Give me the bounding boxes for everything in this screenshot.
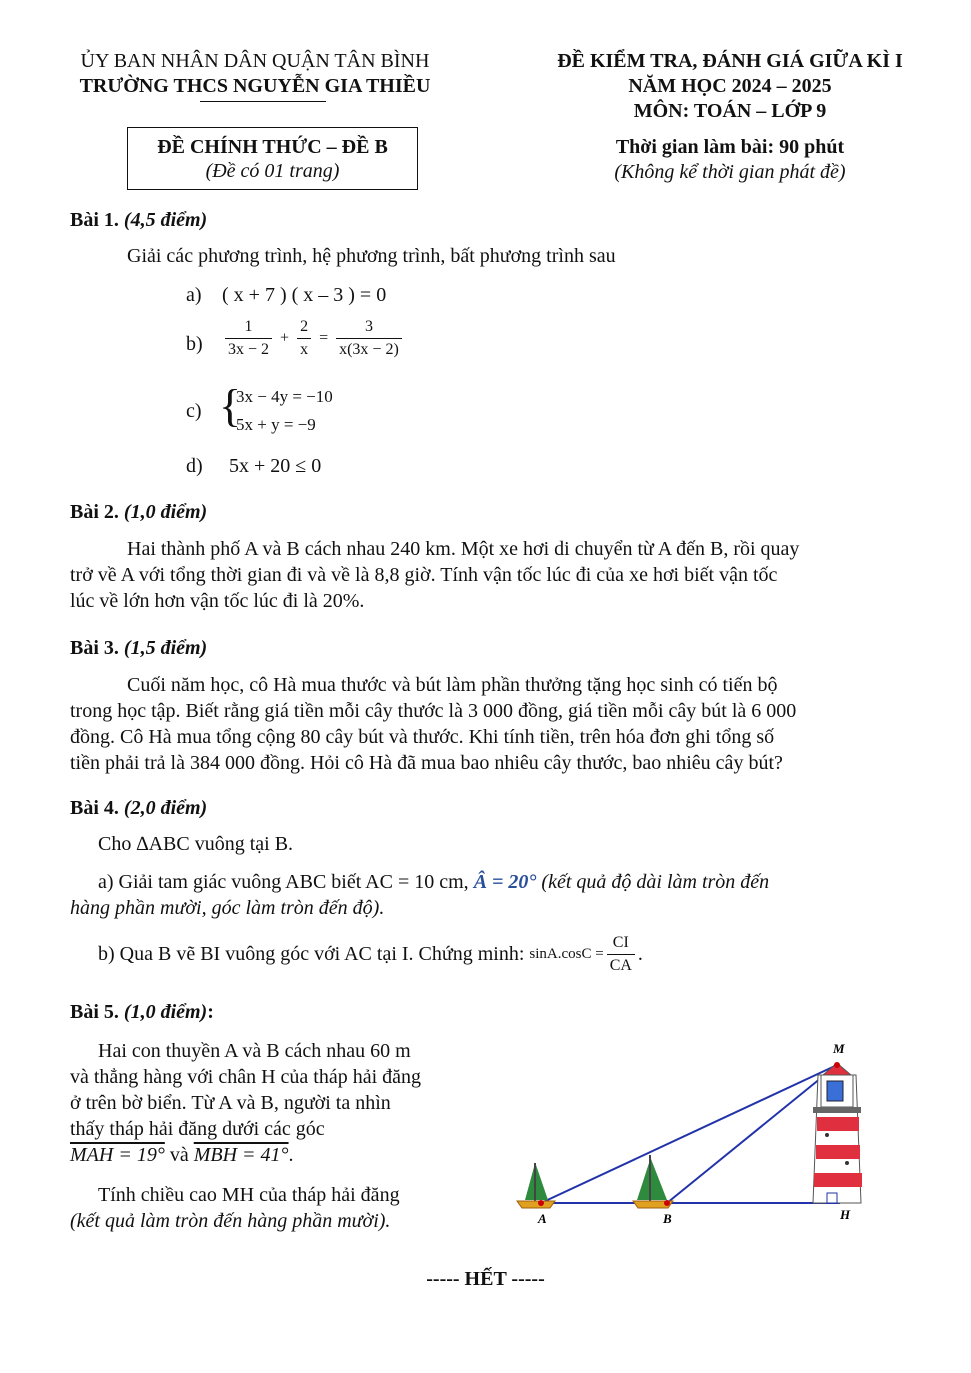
sight-line-b: [667, 1065, 837, 1203]
fraction-2: $\frac{2}{x}$: [297, 318, 311, 359]
bai2-line-1: Hai thành phố A và B cách nhau 240 km. Một xe hơi di chuyển từ A đến B, rồi quay: [127, 538, 800, 560]
lighthouse-figure: [505, 1035, 875, 1230]
sight-line-a: [541, 1065, 837, 1203]
bai1-d-label: d): [186, 455, 203, 477]
system-brace: {: [219, 380, 242, 431]
end-marker: ----- HẾT -----: [426, 1268, 545, 1290]
bai4-intro: Cho ∆ABC vuông tại B.: [98, 833, 294, 855]
exam-duration: Thời gian làm bài: 90 phút: [615, 136, 845, 158]
ci-ca-fraction: $\frac{CI}{CA}$: [607, 934, 635, 975]
bai2-line-3: lúc về lớn hơn vận tốc lúc đi là 20%.: [70, 590, 365, 612]
angle-mah: MAH = 19°: [70, 1144, 165, 1166]
subject: MÔN: TOÁN – LỚP 9: [633, 100, 827, 122]
lighthouse: [813, 1063, 862, 1203]
bai2-heading: Bài 2. (1,0 điểm): [70, 501, 208, 523]
bai1-b-label: b): [186, 333, 203, 355]
label-b: B: [663, 1211, 672, 1226]
official-title: ĐỀ CHÍNH THỨC – ĐỀ B: [157, 136, 388, 158]
bai4-heading: Bài 4. (2,0 điểm): [70, 797, 208, 819]
bai5-line-2: và thẳng hàng với chân H của tháp hải đăng: [70, 1066, 422, 1088]
point-b: [664, 1200, 670, 1206]
point-m: [834, 1062, 840, 1068]
angle-mbh: MBH = 41°: [193, 1144, 289, 1166]
bai3-line-4: tiền phải trả là 384 000 đồng. Hỏi cô Hà đã mua bao nhiêu cây thước, bao nhiêu cây bút?: [70, 752, 783, 774]
duration-note: (Không kể thời gian phát đề): [614, 161, 846, 183]
bai3-line-3: đồng. Cô Hà mua tổng cộng 80 cây bút và thước. Khi tính tiền, trên hóa đơn ghi tổng số: [70, 726, 775, 748]
angle-a-value: Â = 20°: [473, 871, 537, 893]
bai2-line-2: trở về A với tổng thời gian đi và về là 8,8 giờ. Tính vận tốc lúc đi của xe hơi biết vận tốc: [70, 564, 778, 586]
bai1-heading: Bài 1. (4,5 điểm): [70, 209, 208, 231]
bai1-intro: Giải các phương trình, hệ phương trình, bất phương trình sau: [127, 245, 616, 267]
label-m: M: [833, 1041, 845, 1056]
system-eq-1: 3x − 4y = −10: [236, 387, 333, 406]
bai1-c-label: c): [186, 400, 202, 422]
bai5-line-3: ở trên bờ biển. Từ A và B, người ta nhìn: [70, 1092, 391, 1114]
fraction-3: $\frac{3}{x(3x - 2)}$: [336, 318, 402, 359]
official-box: [127, 127, 418, 190]
bai5-line-1: Hai con thuyền A và B cách nhau 60 m: [98, 1040, 411, 1062]
school-name: TRƯỜNG THCS NGUYỄN GIA THIỀU: [79, 75, 431, 97]
bai1-a-equation: ( x + 7 ) ( x – 3 ) = 0: [222, 284, 387, 306]
bai1-a-label: a): [186, 284, 202, 306]
school-underline: [200, 101, 326, 102]
bai5-line-5: Tính chiều cao MH của tháp hải đăng: [98, 1184, 400, 1206]
exam-title: ĐỀ KIỂM TRA, ĐÁNH GIÁ GIỮA KÌ I: [557, 50, 903, 72]
label-h: H: [840, 1207, 851, 1222]
department-name: ỦY BAN NHÂN DÂN QUẬN TÂN BÌNH: [80, 50, 430, 72]
fraction-1: $\frac{1}{3x - 2}$: [225, 318, 272, 359]
label-a: A: [538, 1211, 547, 1226]
bai5-line-6: (kết quả làm tròn đến hàng phần mười).: [70, 1210, 391, 1232]
school-year: NĂM HỌC 2024 – 2025: [628, 75, 832, 97]
system-eq-2: 5x + y = −9: [236, 415, 316, 434]
bai3-heading: Bài 3. (1,5 điểm): [70, 637, 208, 659]
bai4-a-line-2: hàng phần mười, góc làm tròn đến độ).: [70, 897, 385, 919]
bai5-heading: Bài 5. (1,0 điểm):: [70, 1001, 214, 1023]
bai4-a-line-1: a) Giải tam giác vuông ABC biết AC = 10 cm, Â = 20° (kết quả độ dài làm tròn đến: [98, 871, 770, 893]
bai4-b-line: b) Qua B vẽ BI vuông góc với AC tại I. Chứng minh: sinA.cosC = $\frac{CI}{CA}$ .: [98, 934, 643, 974]
bai5-line-4: thấy tháp hải đăng dưới các góc: [70, 1118, 325, 1140]
bai1-b-equation: $\frac{1}{3x - 2}$ + $\frac{2}{x}$ = $\frac{3}{x(3x - 2)}$: [222, 318, 405, 359]
point-a: [538, 1200, 544, 1206]
bai1-d-inequality: 5x + 20 ≤ 0: [229, 455, 322, 477]
boat-a: [517, 1163, 555, 1208]
bai5-angles: MAH = 19° và MBH = 41°.: [70, 1144, 294, 1166]
bai3-line-2: trong học tập. Biết rằng giá tiền mỗi cây thước là 3 000 đồng, giá tiền mỗi cây bút là 6 000: [70, 700, 797, 722]
bai1-c-system: [236, 383, 333, 439]
page-count: (Đề có 01 trang): [205, 160, 340, 182]
bai3-line-1: Cuối năm học, cô Hà mua thước và bút làm phần thưởng tặng học sinh có tiến bộ: [127, 674, 778, 696]
